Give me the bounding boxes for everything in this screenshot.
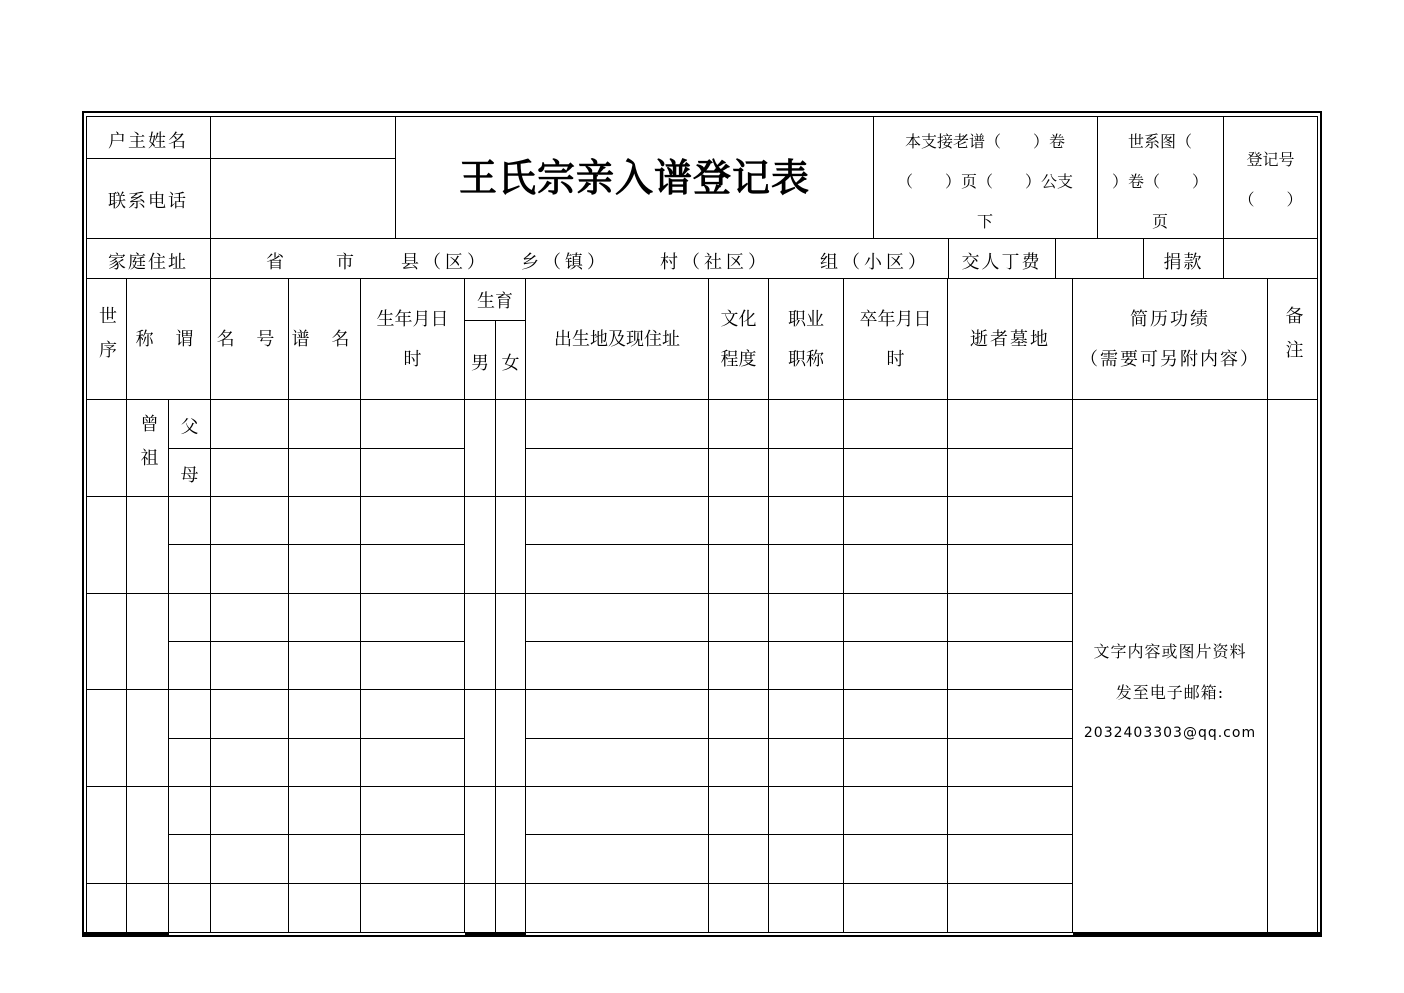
- head-name-label: 户主姓名: [108, 131, 188, 152]
- fee-field[interactable]: [1056, 240, 1142, 278]
- col-birthplace: 出生地及现住址: [554, 328, 680, 350]
- address-county[interactable]: 县（区）: [401, 252, 489, 273]
- col-education: [709, 280, 768, 399]
- relation-great-grand: [127, 400, 168, 496]
- table-row-rule: [86, 786, 465, 787]
- table-row-rule: [168, 738, 465, 739]
- table-row-rule: [464, 496, 526, 497]
- table-row-rule: [525, 593, 1073, 594]
- table-row-rule: [525, 689, 1073, 690]
- address-label: 家庭住址: [108, 252, 188, 273]
- gender-vline: [495, 320, 496, 933]
- table-row-rule: [168, 544, 465, 545]
- table-row-rule: [525, 738, 1073, 739]
- address-group[interactable]: 组（小区）: [820, 252, 930, 273]
- col-children: 生育: [477, 291, 513, 312]
- col-generation-text: 世序: [96, 305, 117, 374]
- col-resume-line2: （需要可另附内容）: [1080, 348, 1260, 370]
- table-row-rule: [168, 448, 465, 449]
- bottom-rule-left: [84, 932, 169, 935]
- table-row-rule: [464, 689, 526, 690]
- fee-label: 交人丁费: [961, 252, 1042, 273]
- col-male: 男: [471, 353, 489, 374]
- lineage-chart-line3: 页: [1151, 212, 1168, 231]
- table-row-rule: [464, 593, 526, 594]
- col-remarks: [1268, 280, 1317, 399]
- lineage-chart-ref: [1098, 122, 1222, 242]
- resume-note: [1073, 630, 1267, 754]
- relation-mother: 母: [180, 465, 199, 486]
- relation-father: 父: [180, 417, 199, 438]
- table-row-rule: [525, 883, 1073, 884]
- table-row-rule: [464, 883, 526, 884]
- col-generation: [86, 280, 126, 399]
- table-row-rule: [168, 834, 465, 835]
- col-death-line1: 卒年月日: [859, 308, 932, 330]
- col-remarks-text: 备注: [1282, 305, 1304, 374]
- col-birth-line1: 生年月日: [376, 308, 449, 330]
- registration-number-label: 登记号: [1246, 150, 1295, 169]
- table-row-rule: [525, 834, 1073, 835]
- resume-note-email[interactable]: 2032403303@qq.com: [1083, 724, 1257, 741]
- col-burial: 逝者墓地: [970, 328, 1050, 350]
- address-vline: [210, 238, 211, 279]
- relation-great-grand-text: 曾祖: [137, 414, 159, 482]
- old-genealogy-line1: 本支接老谱（ ）卷: [904, 132, 1065, 151]
- table-row-rule: [525, 786, 1073, 787]
- registration-number: [1224, 140, 1317, 220]
- table-row-rule: [86, 883, 465, 884]
- table-row-rule: [525, 448, 1073, 449]
- old-genealogy-ref: [874, 122, 1096, 242]
- table-row-rule: [525, 496, 1073, 497]
- table-row-rule: [464, 786, 526, 787]
- lineage-chart-line1: 世系图（: [1127, 132, 1192, 151]
- table-row-rule: [86, 689, 465, 690]
- col-relation: 称 谓: [135, 328, 202, 350]
- address-city[interactable]: 市: [336, 252, 354, 273]
- table-row-rule: [86, 593, 465, 594]
- registration-number-value[interactable]: （ ）: [1238, 190, 1303, 209]
- form-title: 王氏宗亲入谱登记表: [458, 156, 810, 200]
- table-row-rule: [168, 641, 465, 642]
- col-death-line2: 时: [886, 348, 905, 370]
- resume-note-line2: 发至电子邮箱:: [1115, 682, 1225, 702]
- table-row-rule: [86, 496, 465, 497]
- head-name-field[interactable]: [211, 118, 395, 158]
- address-province[interactable]: 省: [266, 252, 284, 273]
- col-resume: [1073, 280, 1267, 399]
- address-township[interactable]: 乡（镇）: [521, 252, 609, 273]
- col-occupation-line1: 职业: [788, 308, 824, 330]
- col-female: 女: [501, 353, 520, 374]
- col-education-line2: 程度: [720, 348, 757, 370]
- col-birth-line2: 时: [403, 348, 422, 370]
- bottom-rule-middle: [465, 932, 526, 935]
- old-genealogy-line2: （ ）页（ ）公支: [896, 172, 1073, 191]
- col-occupation: [769, 280, 843, 399]
- col-genealogy-name: 谱 名: [291, 328, 358, 350]
- col-birth: [361, 280, 464, 399]
- col-occupation-line2: 职称: [788, 348, 824, 370]
- donation-field[interactable]: [1224, 240, 1317, 278]
- lineage-chart-line2: ）卷（ ）: [1111, 172, 1208, 191]
- table-row-rule: [525, 544, 1073, 545]
- table-row-rule: [525, 641, 1073, 642]
- phone-field[interactable]: [211, 159, 395, 238]
- old-genealogy-line3: 下: [976, 212, 993, 231]
- phone-label: 联系电话: [108, 191, 188, 212]
- donation-label: 捐款: [1163, 252, 1204, 273]
- col-education-line1: 文化: [720, 308, 757, 330]
- column-header-bottom-rule: [86, 399, 1318, 400]
- col-courtesy-name: 名 号: [216, 328, 283, 350]
- bottom-rule-right: [1073, 932, 1320, 935]
- col-death: [844, 280, 947, 399]
- address-village[interactable]: 村（社区）: [660, 252, 770, 273]
- col-resume-line1: 简历功绩: [1130, 308, 1210, 330]
- resume-note-line1: 文字内容或图片资料: [1093, 641, 1247, 661]
